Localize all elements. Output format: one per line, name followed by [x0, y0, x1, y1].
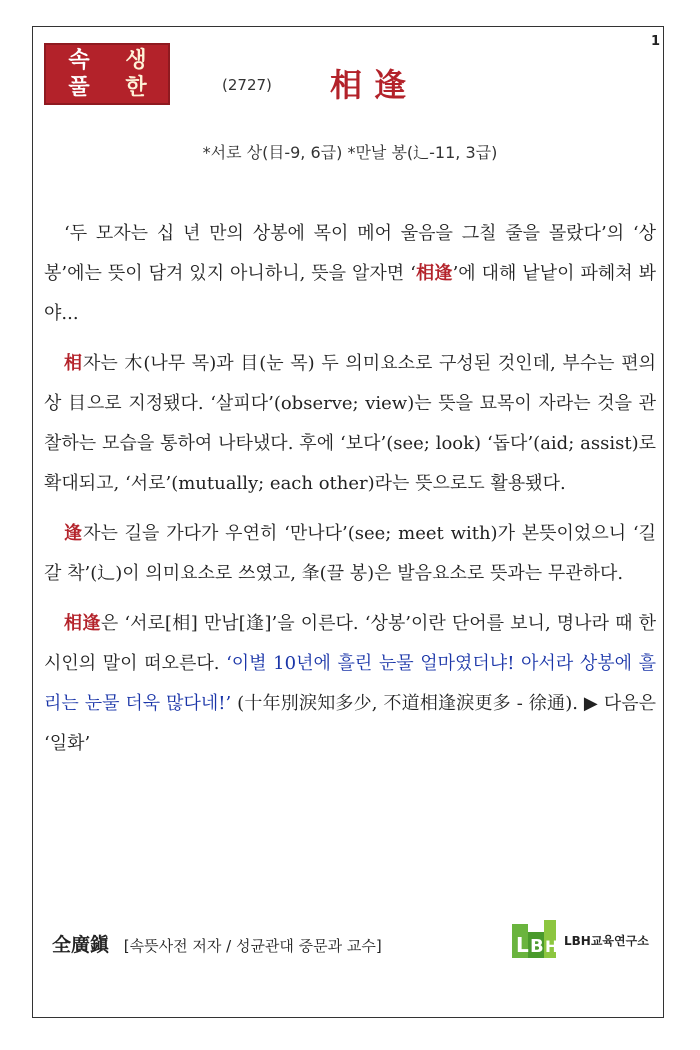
- logo-char: 생: [125, 47, 146, 73]
- page-title: 相逢: [330, 66, 419, 104]
- logo-char: 속: [68, 47, 89, 73]
- paragraph-intro: [44, 214, 656, 334]
- svg-text:H: H: [545, 937, 558, 956]
- svg-text:L: L: [516, 933, 529, 957]
- highlight-term: 相: [64, 353, 83, 374]
- text-run: 자는 木(나무 목)과 目(눈 목) 두 의미요소로 구성된 것인데, 부수는 편의상 目으로 지정됐다. ‘살피다’(observe; view)는 뜻을 묘목이 자라는 것을 관찰하는 모습을 통하여 나타냈다. 후에 ‘보다’(see; look) ‘돕다’(aid; assist)로 확대되고, ‘서로’(mutually; each other)라는 뜻으로도 활용됐다.: [44, 353, 657, 494]
- quote-text: ‘이별 10년에 흘린 눈물 얼마였더냐! 아서라 상봉에 흘리는 눈물 더욱 많다네!’: [44, 653, 656, 714]
- highlight-term: 逢: [64, 523, 84, 544]
- author-credit: [52, 930, 382, 957]
- svg-text:B: B: [530, 936, 544, 957]
- article-body: [44, 214, 656, 774]
- series-logo: [44, 43, 170, 105]
- text-run: 자는 길을 가다가 우연히 ‘만나다’(see; meet with)가 본뜻이었으니 ‘길갈 착’(辶)이 의미요소로 쓰였고, 夆(끌 봉)은 발음요소로 뜻과는 무관하다.: [44, 523, 656, 584]
- org-name: LBH교육연구소: [564, 933, 649, 948]
- paragraph-sang: [44, 344, 656, 504]
- character-readings: *서로 상(目-9, 6급) *만날 봉(辶-11, 3급): [202, 143, 498, 162]
- logo-char: 풀: [68, 74, 89, 100]
- page-number: 1: [650, 34, 660, 49]
- highlight-term: 相逢: [64, 613, 101, 634]
- logo-char: 한: [125, 74, 146, 100]
- paragraph-sangbong: [44, 604, 656, 764]
- text-run: ’에 대해 낱낱이 파헤쳐 봐야...: [44, 263, 657, 324]
- highlight-term: 相逢: [415, 263, 453, 284]
- text-run: (十年別淚知多少, 不道相逢淚更多 - 徐通). ▶ 다음은 ‘일화’: [44, 693, 657, 754]
- author-affiliation: [속뜻사전 저자 / 성균관대 중문과 교수]: [123, 937, 382, 955]
- text-run: 은 ‘서로[相] 만남[逢]’을 이른다. ‘상봉’이란 단어를 보니, 명나라 때 한 시인의 말이 떠오른다.: [44, 613, 656, 674]
- lbh-logo-icon: [510, 918, 558, 962]
- text-run: ‘두 모자는 십 년 만의 상봉에 목이 메어 울음을 그칠 줄을 몰랐다’의 ‘상봉’에는 뜻이 담겨 있지 아니하니, 뜻을 알자면 ‘: [44, 223, 656, 284]
- paragraph-bong: [44, 514, 656, 594]
- lbh-logo: [510, 918, 649, 962]
- serial-number: (2727): [222, 76, 272, 94]
- author-name: 全廣鎭: [52, 934, 110, 956]
